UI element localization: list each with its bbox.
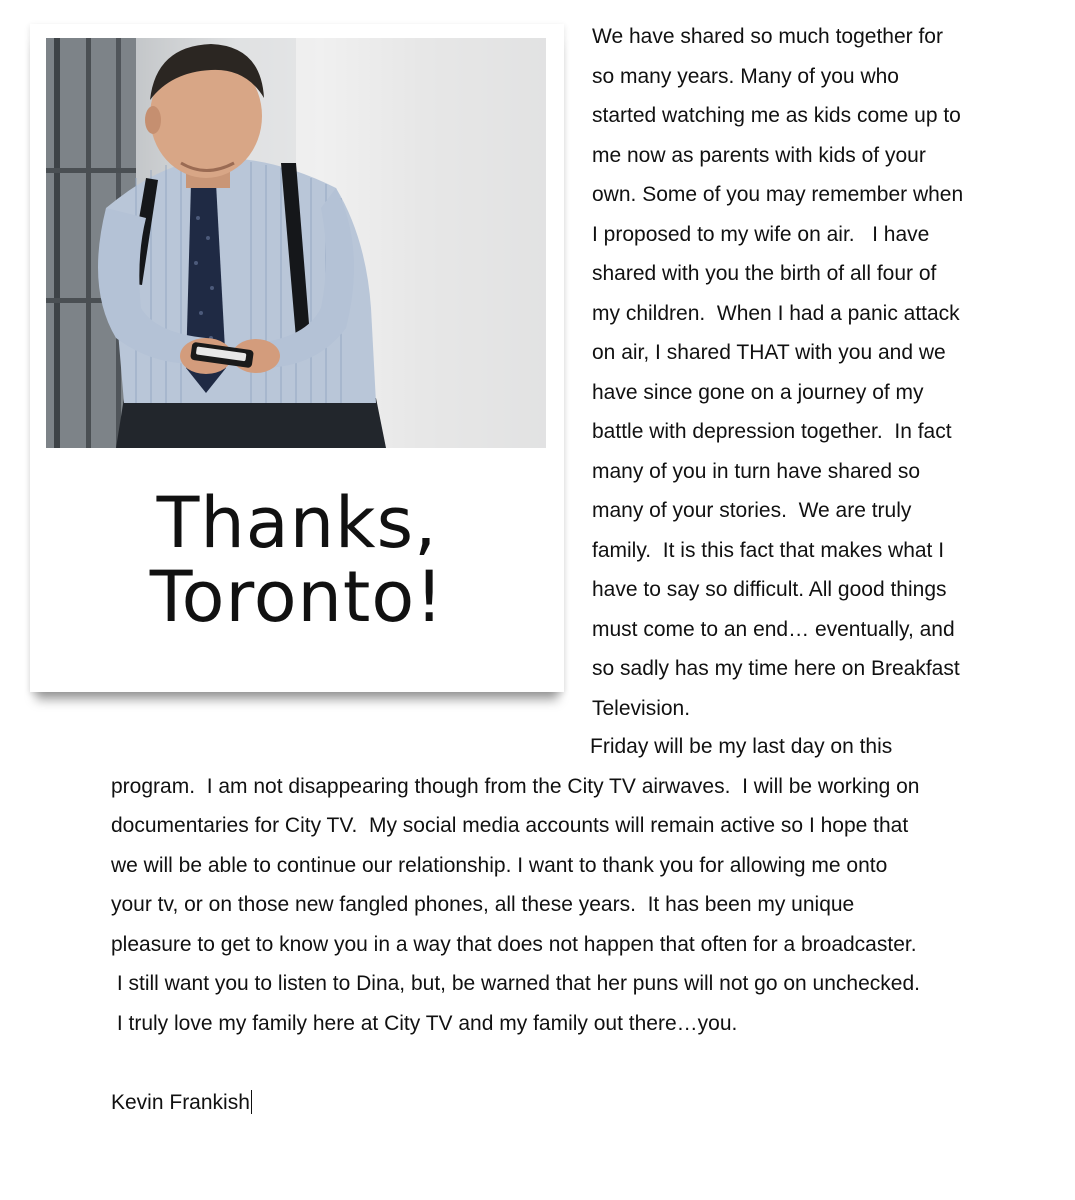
- headline-line-1: Thanks,: [156, 482, 438, 564]
- letter-line: must come to an end… eventually, and: [592, 617, 955, 641]
- letter-line: so many years. Many of you who: [592, 64, 899, 88]
- letter-line: on air, I shared THAT with you and we: [592, 341, 946, 364]
- card-headline: [30, 482, 564, 638]
- letter-line: I truly love my family here at City TV and my family out there…you.: [111, 1011, 738, 1035]
- text-cursor: [251, 1090, 252, 1114]
- letter-line: We have shared so much together for: [592, 25, 943, 48]
- letter-line: started watching me as kids come up to: [592, 104, 961, 127]
- letter-line: pleasure to get to know you in a way that does not happen that often for a broadcaster.: [111, 932, 917, 956]
- headline-line-2: Toronto!: [149, 556, 445, 638]
- letter-line: program. I am not disappearing though from the City TV airwaves. I will be working on: [111, 774, 920, 798]
- portrait-photo: [46, 38, 546, 448]
- letter-column: [592, 17, 1032, 728]
- letter-line: have since gone on a journey of my: [592, 380, 924, 404]
- letter-line: battle with depression together. In fact: [592, 420, 952, 443]
- letter-line: many of you in turn have shared so: [592, 459, 921, 483]
- letter-line: Television.: [592, 696, 691, 720]
- letter-line: own. Some of you may remember when: [592, 183, 964, 206]
- letter-body: [111, 727, 1031, 1043]
- letter-line: your tv, or on those new fangled phones, all these years. It has been my unique: [111, 893, 855, 916]
- letter-line: many of your stories. We are truly: [592, 499, 912, 522]
- letter-line: I proposed to my wife on air. I have: [592, 222, 930, 246]
- letter-line: family. It is this fact that makes what I: [592, 538, 945, 562]
- letter-line: shared with you the birth of all four of: [592, 262, 937, 285]
- signature-text: Kevin Frankish: [111, 1091, 250, 1114]
- letter-line: have to say so difficult. All good things: [592, 578, 947, 601]
- letter-line: documentaries for City TV. My social media accounts will remain active so I hope that: [111, 814, 909, 837]
- photo-card: [30, 24, 564, 692]
- letter-line: my children. When I had a panic attack: [592, 301, 960, 325]
- letter-line: I still want you to listen to Dina, but, be warned that her puns will not go on unchecked.: [111, 972, 920, 995]
- letter-line: we will be able to continue our relationship. I want to thank you for allowing me onto: [111, 853, 888, 877]
- letter-line: me now as parents with kids of your: [592, 143, 926, 167]
- letter-line: Friday will be my last day on this: [590, 735, 893, 758]
- signature-line[interactable]: [111, 1083, 252, 1122]
- letter-line: so sadly has my time here on Breakfast: [592, 657, 960, 680]
